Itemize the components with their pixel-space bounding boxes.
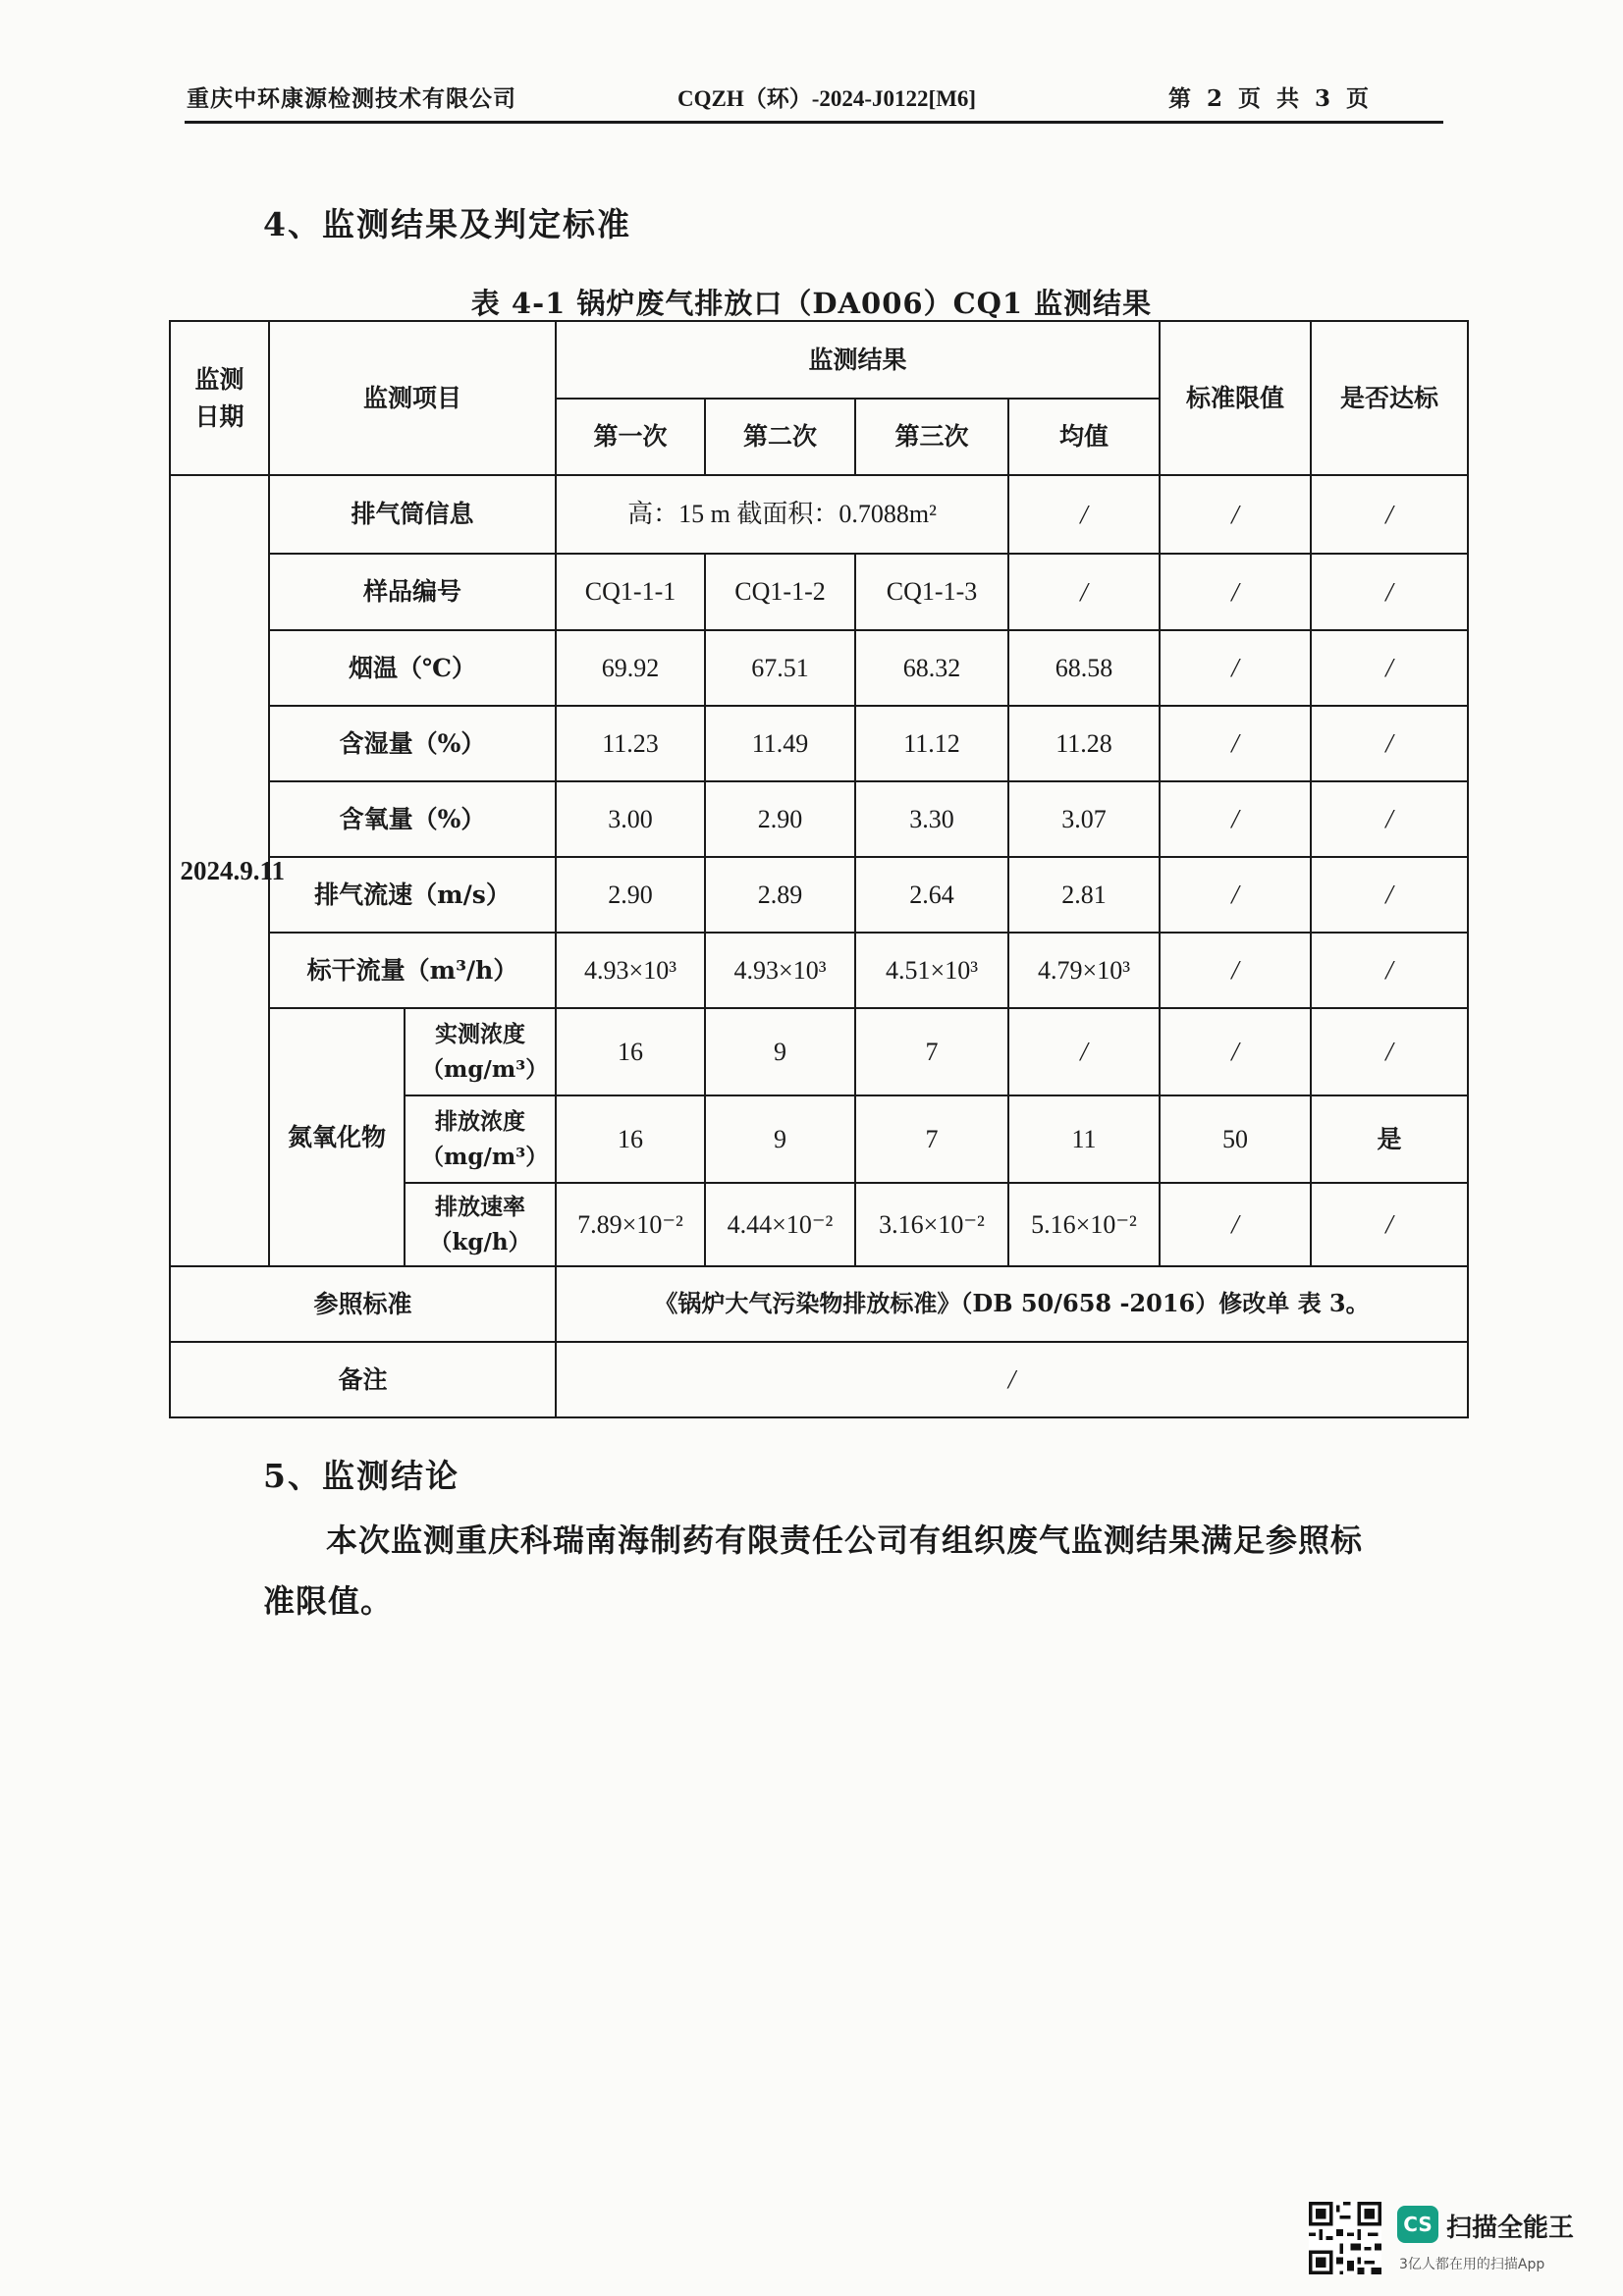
reference-label: 参照标准 — [170, 1266, 556, 1342]
nox-emission-conc-label: 排放浓度（mg/m³） — [421, 1107, 549, 1170]
header-item: 监测项目 — [269, 321, 556, 475]
cell-value: 2.90 — [556, 857, 705, 933]
row-label: 含湿量（%） — [269, 706, 556, 781]
scanner-watermark — [1309, 2202, 1594, 2280]
cell-value: 2.90 — [705, 781, 855, 857]
nox-measured-label: 实测浓度（mg/m³） — [421, 1020, 549, 1083]
table-row — [170, 933, 1468, 1008]
cell-value: / — [1311, 706, 1468, 781]
cell-value: CQ1-1-2 — [705, 554, 855, 630]
qr-code-icon — [1309, 2202, 1381, 2274]
cell-value: 3.00 — [556, 781, 705, 857]
cell-value: / — [1311, 630, 1468, 706]
cell-value: 3.16×10⁻² — [855, 1183, 1008, 1266]
cell-value: 2.81 — [1008, 857, 1160, 933]
row-label — [405, 1183, 556, 1266]
cell-value: / — [1311, 857, 1468, 933]
cell-value: / — [1311, 1183, 1468, 1266]
cell-value: 68.58 — [1008, 630, 1160, 706]
row-label: 样品编号 — [269, 554, 556, 630]
cell-value: / — [1311, 933, 1468, 1008]
date-cell — [170, 475, 286, 1266]
cell-value: 11.23 — [556, 706, 705, 781]
header-date-cell — [170, 321, 269, 475]
cell-value: / — [1160, 1008, 1311, 1095]
table-row — [170, 781, 1468, 857]
table-row — [170, 1266, 1468, 1342]
section4-title: 4、监测结果及判定标准 — [263, 205, 631, 243]
cell-value: 50 — [1160, 1095, 1311, 1183]
cell-value: / — [1160, 475, 1311, 554]
table-row — [170, 857, 1468, 933]
header-first: 第一次 — [556, 399, 705, 475]
header-report-code: CQZH（环）-2024-J0122[M6] — [677, 86, 977, 111]
table-row — [170, 706, 1468, 781]
cell-value: / — [1008, 1008, 1160, 1095]
watermark-tagline: 3亿人都在用的扫描App — [1399, 2257, 1545, 2272]
header-limit: 标准限值 — [1160, 321, 1311, 475]
cell-value: 4.44×10⁻² — [705, 1183, 855, 1266]
cell-value: 11 — [1008, 1095, 1160, 1183]
cell-value: / — [1160, 630, 1311, 706]
cell-value: / — [1160, 1183, 1311, 1266]
cell-value: 7.89×10⁻² — [556, 1183, 705, 1266]
cell-value: 5.16×10⁻² — [1008, 1183, 1160, 1266]
section5-title: 5、监测结论 — [263, 1457, 460, 1495]
cell-value: 4.51×10³ — [855, 933, 1008, 1008]
cell-value: 68.32 — [855, 630, 1008, 706]
cell-value: 4.93×10³ — [556, 933, 705, 1008]
cell-value: CQ1-1-3 — [855, 554, 1008, 630]
cell-value: 3.07 — [1008, 781, 1160, 857]
cell-value: / — [1160, 554, 1311, 630]
header-second: 第二次 — [705, 399, 855, 475]
cell-value: / — [1160, 933, 1311, 1008]
cell-value: / — [1311, 475, 1468, 554]
row-label: 标干流量（m³/h） — [269, 933, 556, 1008]
row-label: 含氧量（%） — [269, 781, 556, 857]
cell-value: 9 — [705, 1095, 855, 1183]
conclusion-text: 本次监测重庆科瑞南海制药有限责任公司有组织废气监测结果满足参照标准限值。 — [263, 1522, 1364, 1620]
header-avg: 均值 — [1008, 399, 1160, 475]
cell-value: 7 — [855, 1008, 1008, 1095]
header-rule — [185, 121, 1443, 124]
remark-label: 备注 — [170, 1342, 556, 1417]
table-row — [170, 1342, 1468, 1417]
table-row — [170, 475, 1468, 554]
results-table — [169, 320, 1469, 1418]
cell-value: 4.79×10³ — [1008, 933, 1160, 1008]
cell-value: / — [1311, 554, 1468, 630]
row-label: 排气流速（m/s） — [269, 857, 556, 933]
cell-value: / — [1160, 857, 1311, 933]
cell-value: / — [1160, 781, 1311, 857]
header-third: 第三次 — [855, 399, 1008, 475]
date-value: 2024.9.11 — [180, 856, 286, 885]
header-compliant: 是否达标 — [1311, 321, 1468, 475]
watermark-brand: 扫描全能王 — [1446, 2214, 1575, 2243]
cell-value: 2.89 — [705, 857, 855, 933]
remark-value: / — [556, 1342, 1468, 1417]
compliance-value: 是 — [1311, 1095, 1468, 1183]
cell-value: 16 — [556, 1095, 705, 1183]
cell-value: 67.51 — [705, 630, 855, 706]
row-label — [405, 1095, 556, 1183]
cell-value: 11.28 — [1008, 706, 1160, 781]
cell-value: / — [1311, 781, 1468, 857]
reference-value: 《锅炉大气污染物排放标准》（DB 50/658 -2016）修改单 表 3。 — [556, 1266, 1468, 1342]
header-page-info: 第 2 页 共 3 页 — [1168, 85, 1374, 112]
table-row — [170, 554, 1468, 630]
cell-value: 11.12 — [855, 706, 1008, 781]
table-row — [170, 630, 1468, 706]
header-results: 监测结果 — [556, 321, 1160, 399]
cell-value: 9 — [705, 1008, 855, 1095]
cell-value: 2.64 — [855, 857, 1008, 933]
nox-emission-rate-label: 排放速率（kg/h） — [429, 1193, 531, 1255]
cell-value: CQ1-1-1 — [556, 554, 705, 630]
row-label: 排气筒信息 — [269, 475, 556, 554]
cell-value: 3.30 — [855, 781, 1008, 857]
cell-value: / — [1008, 554, 1160, 630]
header-date: 监测日期 — [194, 364, 244, 431]
cell-value: / — [1311, 1008, 1468, 1095]
cell-value: / — [1008, 475, 1160, 554]
cell-value: 69.92 — [556, 630, 705, 706]
cell-value: / — [1160, 706, 1311, 781]
cell-value: 4.93×10³ — [705, 933, 855, 1008]
header-company: 重庆中环康源检测技术有限公司 — [187, 85, 516, 112]
table-caption: 表 4-1 锅炉废气排放口（DA006）CQ1 监测结果 — [470, 287, 1153, 320]
stack-info-value: 高：15 m 截面积：0.7088m² — [556, 475, 1008, 554]
cell-value: 16 — [556, 1008, 705, 1095]
table-row — [170, 1008, 1468, 1095]
nox-label: 氮氧化物 — [269, 1008, 405, 1266]
cell-value: 11.49 — [705, 706, 855, 781]
row-label — [405, 1008, 556, 1095]
cs-logo-icon: CS — [1397, 2206, 1438, 2243]
cell-value: 7 — [855, 1095, 1008, 1183]
row-label: 烟温（℃） — [269, 630, 556, 706]
